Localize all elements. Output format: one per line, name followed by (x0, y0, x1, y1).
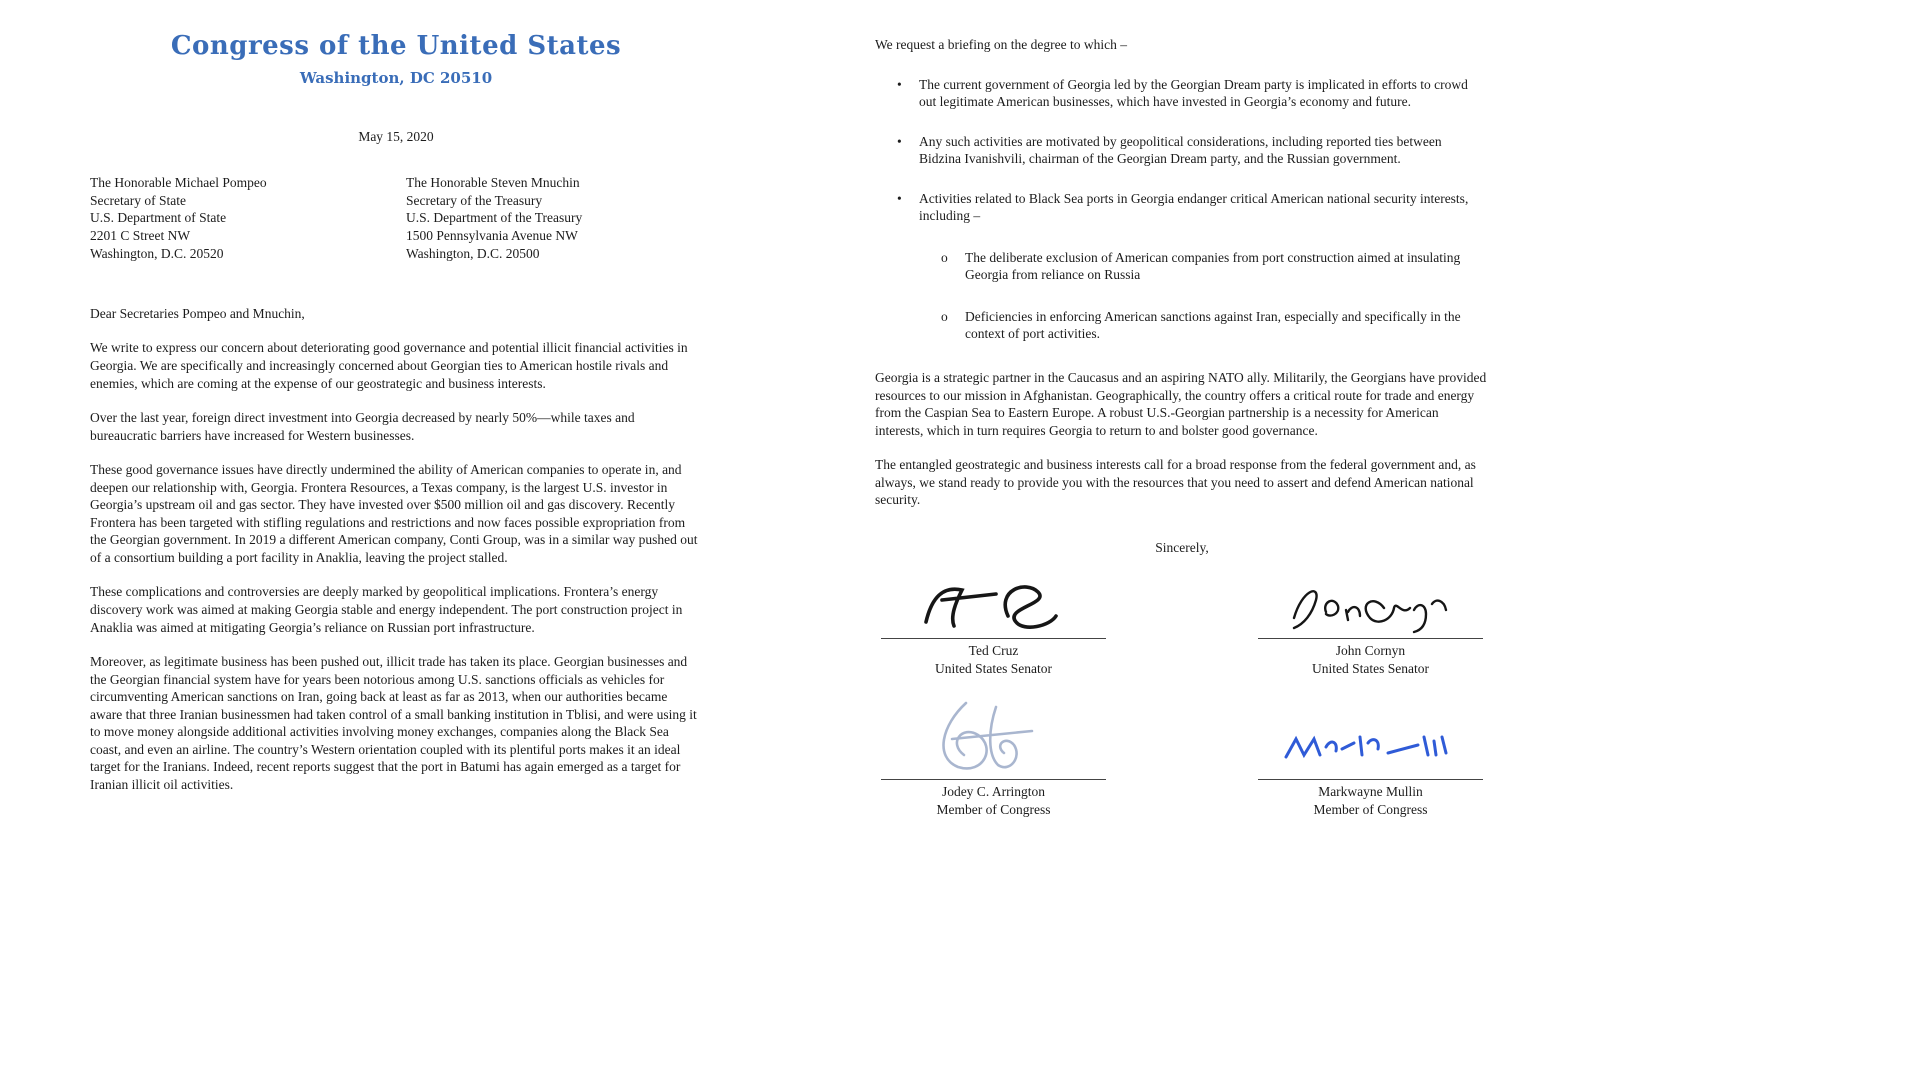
sub-bullet-item (875, 308, 1489, 343)
body-paragraph: Moreover, as legitimate business has been pushed out, illicit trade has taken its place. Georgian businesses and the Georgian financial system have for years been notorious among U.S. sanctions officials as vehicles for circumventing American sanctions on Iran, going back at least as far as 2013, when our authorities became aware that three Iranian businessmen had taken control of a small banking institution in Tblisi, and were using it to move money alongside additional activities involving money exchanges, companies along the Black Sea coast, and even an airline. The country’s Western orientation coupled with its plentiful ports makes it an ideal target for the Iranians. Indeed, recent reports suggest that the port in Batumi has again emerged as a target for Iranian illicit oil activities. (90, 654, 697, 792)
bullet-item (875, 76, 1489, 111)
body-paragraph: Over the last year, foreign direct investment into Georgia decreased by nearly 50%—while taxes and bureaucratic barriers have increased for Western businesses. (90, 410, 635, 443)
signer-title: Member of Congress (1313, 802, 1428, 818)
signature-jodey-arrington (904, 695, 1084, 777)
sub-bullet-text: The deliberate exclusion of American companies from port construction aimed at insulating Georgia from reliance on Russia (965, 249, 1461, 283)
address-line: 1500 Pennsylvania Avenue NW (406, 228, 578, 244)
recipient-address-mnuchin (396, 174, 702, 263)
briefing-request-intro: We request a briefing on the degree to which – (875, 37, 1127, 52)
body-paragraph: We write to express our concern about deteriorating good governance and potential illicit financial activities in Georgia. We are specifically and increasingly concerned about Georgian ties to American hostile rivals and enemies, which are coming at the expense of our geostrategic and business interests. (90, 340, 688, 391)
body-paragraph: Georgia is a strategic partner in the Caucasus and an aspiring NATO ally. Militarily, the Georgians have provided resources to our mission in Afghanistan. Geographically, the country offers a critical route for trade and energy from the Caspian Sea to Eastern Europe. A robust U.S.-Georgian partnership is a necessity for American interests, which in turn requires Georgia to return to and bolster good governance. (875, 370, 1487, 438)
bullet-text: The current government of Georgia led by the Georgian Dream party is implicated in efforts to crowd out legitimate American businesses, which have invested in Georgia’s economy and future. (919, 76, 1468, 110)
bullet-item (875, 190, 1489, 225)
address-line: U.S. Department of State (90, 210, 227, 226)
signature-block-jodey-arrington (881, 695, 1106, 818)
address-line: Secretary of State (90, 192, 186, 208)
salutation: Dear Secretaries Pompeo and Mnuchin, (90, 305, 305, 321)
signature-row-2 (875, 695, 1489, 818)
sub-bullet-text: Deficiencies in enforcing American sanctions against Iran, especially and specifically in the context of port activities. (965, 308, 1461, 342)
letter-page-2 (875, 0, 1489, 819)
signer-name: Markwayne Mullin (1318, 784, 1423, 800)
bullet-icon: • (897, 133, 902, 149)
body-paragraph: These complications and controversies are deeply marked by geopolitical implications. Frontera’s energy discovery work was aimed at making Georgia stable and energy independent. The port construction project in Anaklia was aimed at mitigating Georgia’s reliance on Russian port infrastructure. (90, 584, 683, 635)
body-paragraph: The entangled geostrategic and business interests call for a broad response from the federal government and, as always, we stand ready to provide you with the resources that you need to assert and defend American national security. (875, 457, 1476, 508)
letter-page-1 (90, 0, 702, 793)
bullet-text: Activities related to Black Sea ports in Georgia endanger critical American national security interests, including – (919, 190, 1469, 224)
signature-markwayne-mullin (1276, 695, 1466, 777)
signer-name: Jodey C. Arrington (941, 784, 1046, 800)
sub-bullet-item (875, 249, 1489, 284)
address-line: Washington, D.C. 20500 (406, 246, 540, 262)
address-line: The Honorable Steven Mnuchin (406, 174, 580, 190)
sub-bullet-icon: o (941, 308, 948, 324)
signature-block-john-cornyn (1258, 574, 1483, 677)
signature-line (1258, 779, 1483, 780)
signature-line (881, 638, 1106, 639)
bullet-icon: • (897, 190, 902, 206)
bullet-icon: • (897, 76, 902, 92)
signer-name: John Cornyn (1335, 643, 1406, 659)
signer-title: Member of Congress (936, 802, 1051, 818)
bullet-text: Any such activities are motivated by geopolitical considerations, including reported ties between Bidzina Ivanishvili, chairman of the Georgian Dream party, and the Russian government. (919, 133, 1442, 167)
signer-title: United States Senator (1312, 660, 1429, 676)
letterhead (90, 30, 702, 88)
address-line: U.S. Department of the Treasury (406, 210, 583, 226)
signature-block-ted-cruz (881, 574, 1106, 677)
address-line: The Honorable Michael Pompeo (90, 174, 267, 190)
recipient-addresses (90, 174, 702, 263)
address-line: 2201 C Street NW (90, 228, 191, 244)
letter-date: May 15, 2020 (358, 129, 434, 145)
sub-bullet-icon: o (941, 249, 948, 265)
letterhead-subtitle: Washington, DC 20510 (299, 68, 493, 87)
letterhead-title: Congress of the United States (170, 31, 622, 61)
signer-name: Ted Cruz (968, 643, 1019, 659)
address-line: Secretary of the Treasury (406, 192, 543, 208)
signature-line (881, 779, 1106, 780)
signature-block-markwayne-mullin (1258, 695, 1483, 818)
signer-title: United States Senator (935, 660, 1052, 676)
signature-john-cornyn (1276, 574, 1466, 636)
closing-sincerely: Sincerely, (1155, 539, 1209, 555)
bullet-item (875, 133, 1489, 168)
signature-ted-cruz (904, 574, 1084, 636)
body-paragraph: These good governance issues have directly undermined the ability of American companies to operate in, and deepen our relationship with, Georgia. Frontera Resources, a Texas company, is the largest U.S. investor in Georgia’s upstream oil and gas sector. They have invested over $500 million oil and gas discovery. Recently Frontera has been targeted with stifling regulations and restrictions and now faces possible expropriation from the Georgian government. In 2019 a different American company, Conti Group, was in a similar way pushed out of a consortium building a port facility in Anaklia, leaving the project stalled. (90, 462, 698, 565)
signature-line (1258, 638, 1483, 639)
signature-row-1 (875, 574, 1489, 677)
recipient-address-pompeo (90, 174, 396, 263)
address-line: Washington, D.C. 20520 (90, 246, 224, 262)
